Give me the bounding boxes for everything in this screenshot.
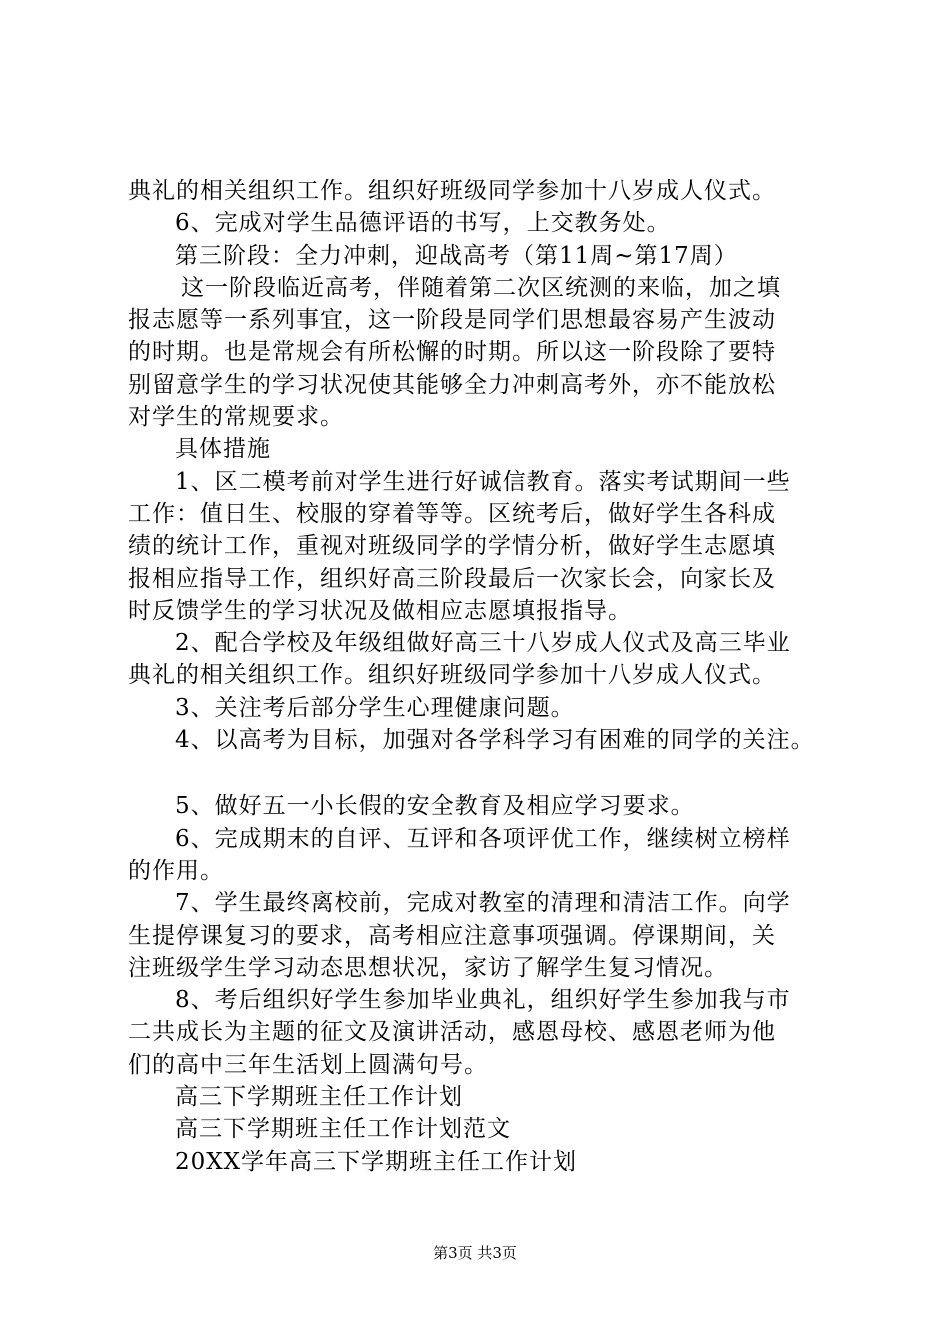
paragraph-line: 二共成长为主题的征文及演讲活动，感恩母校、感恩老师为他: [128, 1019, 776, 1046]
related-title: 高三下学期班主任工作计划范文: [175, 1116, 511, 1143]
paragraph-line: 工作：值日生、校服的穿着等等。区统考后，做好学生各科成: [128, 500, 776, 527]
paragraph-line: 7、学生最终离校前，完成对教室的清理和清洁工作。向学: [175, 890, 791, 917]
paragraph-line: 3、关注考后部分学生心理健康问题。: [175, 694, 575, 721]
paragraph-line: 报相应指导工作，组织好高三阶段最后一次家长会，向家长及: [128, 565, 776, 592]
subheading: 具体措施: [175, 436, 271, 463]
paragraph-line: 生提停课复习的要求，高考相应注意事项强调。停课期间，关: [128, 922, 776, 949]
paragraph-line: 这一阶段临近高考，伴随着第二次区统测的来临，加之填: [181, 274, 781, 301]
paragraph-line: 8、考后组织好学生参加毕业典礼，组织好学生参加我与市: [175, 987, 791, 1014]
paragraph-line: 典礼的相关组织工作。组织好班级同学参加十八岁成人仪式。: [128, 662, 776, 689]
document-body: [128, 175, 848, 1178]
paragraph-line: 典礼的相关组织工作。组织好班级同学参加十八岁成人仪式。: [128, 178, 776, 204]
paragraph-line: 对学生的常规要求。: [128, 404, 344, 431]
paragraph-line: 别留意学生的学习状况使其能够全力冲刺高考外，亦不能放松: [128, 371, 776, 398]
paragraph-line: 4、以高考为目标，加强对各学科学习有困难的同学的关注。: [175, 727, 815, 754]
paragraph-line: 2、配合学校及年级组做好高三十八岁成人仪式及高三毕业: [175, 630, 791, 657]
paragraph-line: 报志愿等一系列事宜，这一阶段是同学们思想最容易产生波动: [128, 307, 776, 334]
paragraph-line: 5、做好五一小长假的安全教育及相应学习要求。: [175, 793, 695, 820]
paragraph-line: 注班级学生学习动态思想状况，家访了解学生复习情况。: [128, 954, 728, 981]
paragraph-line: 1、区二模考前对学生进行好诚信教育。落实考试期间一些: [175, 468, 791, 495]
paragraph-line: 时反馈学生的学习状况及做相应志愿填报指导。: [128, 597, 632, 624]
blank-line: [128, 756, 848, 790]
section-heading: 第三阶段：全力冲刺，迎战高考（第11周~第17周）: [175, 242, 738, 269]
related-title: 高三下学期班主任工作计划: [175, 1084, 463, 1111]
related-title: 20XX学年高三下学期班主任工作计划: [175, 1148, 578, 1175]
paragraph-line: 们的高中三年生活划上圆满句号。: [128, 1051, 488, 1078]
paragraph-line: 6、完成期末的自评、互评和各项评优工作，继续树立榜样: [175, 825, 791, 852]
paragraph-line: 的作用。: [128, 857, 224, 884]
paragraph-line: 6、完成对学生品德评语的书写，上交教务处。: [175, 210, 671, 237]
paragraph-line: 的时期。也是常规会有所松懈的时期。所以这一阶段除了要特: [128, 339, 776, 366]
paragraph-line: 绩的统计工作，重视对班级同学的学情分析，做好学生志愿填: [128, 533, 776, 560]
page-number-footer: 第3页 共3页: [433, 1244, 517, 1262]
